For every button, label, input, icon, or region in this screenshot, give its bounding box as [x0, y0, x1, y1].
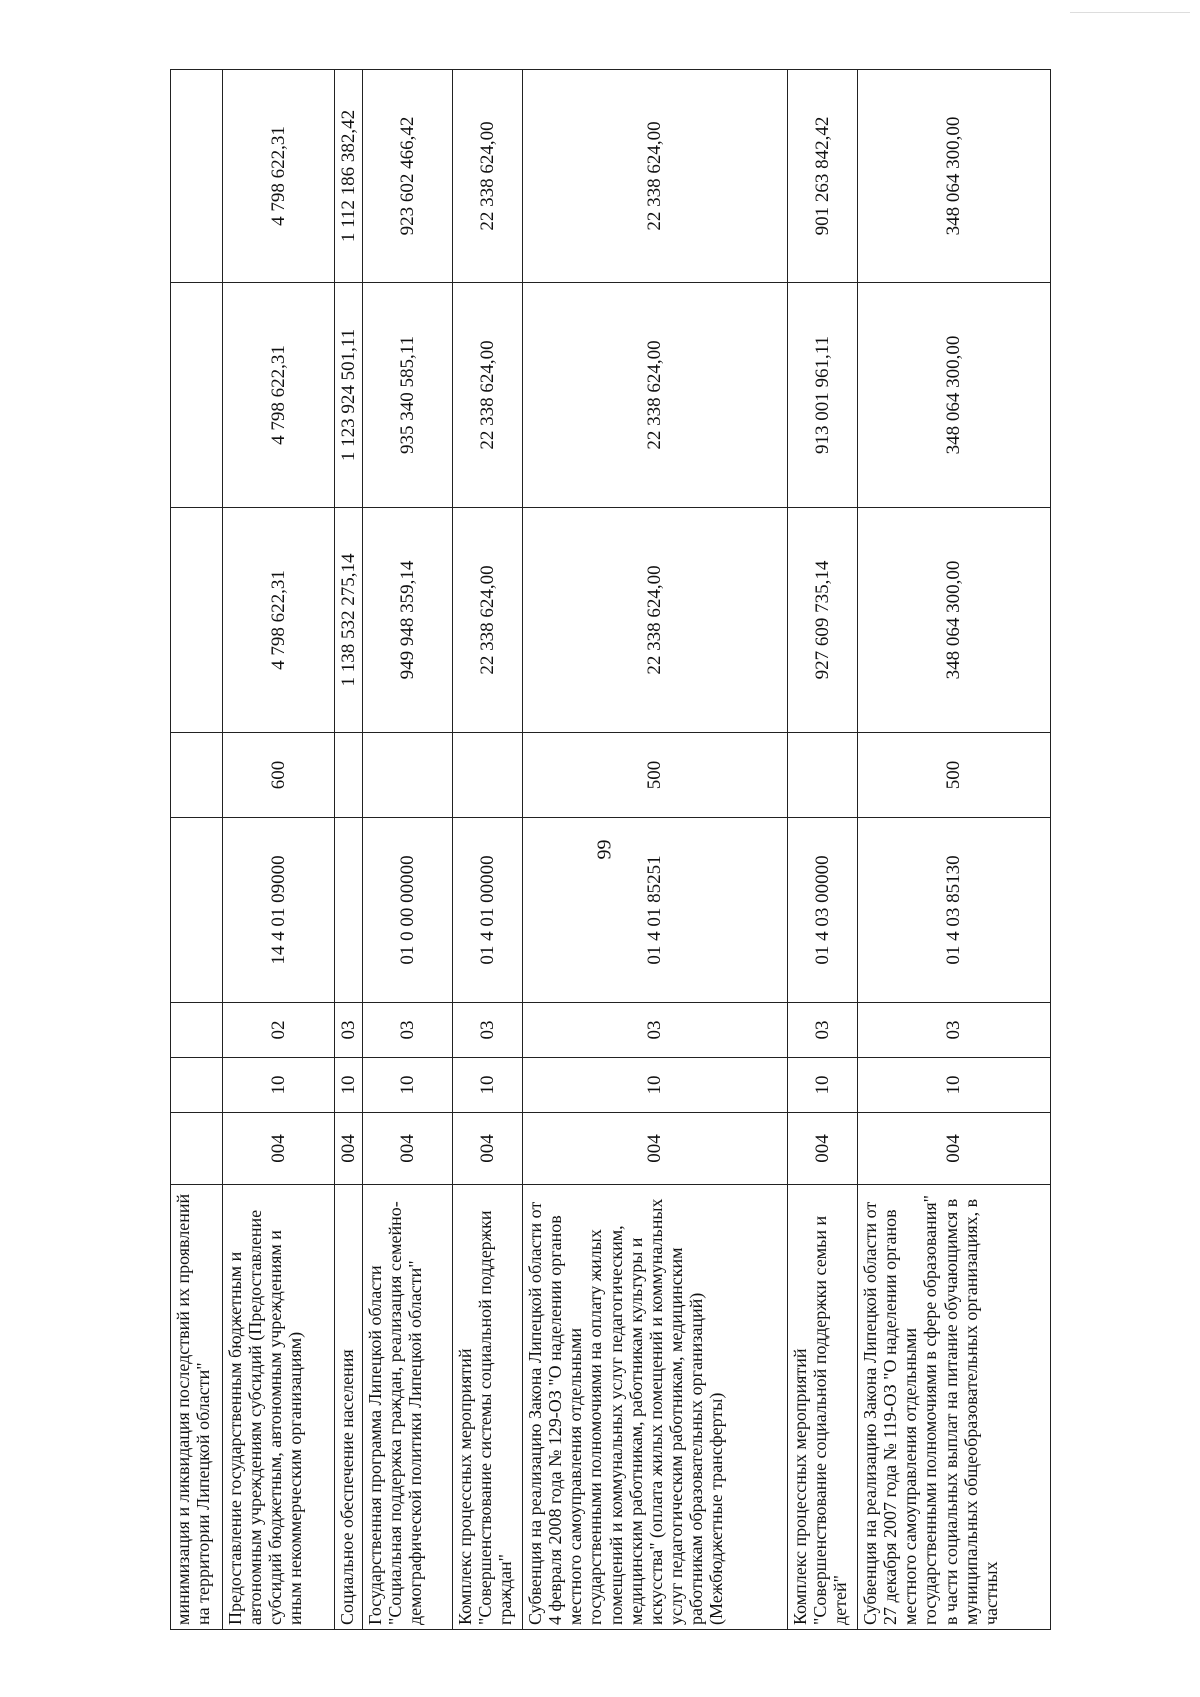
expense-type-code: 600: [223, 733, 335, 818]
sum-year-3: 923 602 466,42: [363, 70, 453, 283]
row-name: минимизация и ликвидация последствий их проявлений на территории Липецкой области": [171, 1185, 223, 1630]
subsection-code: 02: [223, 1003, 335, 1058]
sum-year-2: 913 001 961,11: [788, 283, 858, 508]
sum-year-1: [171, 508, 223, 733]
sum-year-2: 4 798 622,31: [223, 283, 335, 508]
target-code: [335, 818, 363, 1003]
subsection-code: 03: [788, 1003, 858, 1058]
section-code: 10: [523, 1058, 788, 1113]
target-code: 01 4 01 85251: [523, 818, 788, 1003]
subsection-code: 03: [858, 1003, 1051, 1058]
sum-year-2: 22 338 624,00: [453, 283, 523, 508]
sum-year-1: 1 138 532 275,14: [335, 508, 363, 733]
target-code: 14 4 01 09000: [223, 818, 335, 1003]
sum-year-2: [171, 283, 223, 508]
row-name: Социальное обеспечение населения: [335, 1185, 363, 1630]
sum-year-1: 22 338 624,00: [453, 508, 523, 733]
admin-code: 004: [363, 1113, 453, 1185]
table-row: [523, 70, 788, 1630]
row-name: Комплекс процессных мероприятий "Совершенствование системы социальной поддержки граждан": [453, 1185, 523, 1630]
row-name: Субвенция на реализацию Закона Липецкой области от 4 февраля 2008 года № 129-ОЗ "О наделении органов местного самоуправления отдельными государственными полномочиями на оплату жилых помещений и коммунальных услуг педагогическим, медицинским работникам, работникам культуры и искусства" (оплата жилых помещений и коммунальных услуг педагогическим работникам, медицинским работникам образовательных организаций) (Межбюджетные трансферты): [523, 1185, 788, 1630]
sum-year-3: 348 064 300,00: [858, 70, 1051, 283]
scan-artifact-line: [1070, 12, 1190, 13]
sum-year-1: 22 338 624,00: [523, 508, 788, 733]
sum-year-3: 22 338 624,00: [453, 70, 523, 283]
row-name: Комплекс процессных мероприятий "Совершенствование социальной поддержки семьи и детей": [788, 1185, 858, 1630]
table-row: [788, 70, 858, 1630]
sum-year-3: 901 263 842,42: [788, 70, 858, 283]
table-row: [223, 70, 335, 1630]
subsection-code: 03: [523, 1003, 788, 1058]
expense-type-code: [788, 733, 858, 818]
target-code: [171, 818, 223, 1003]
admin-code: 004: [788, 1113, 858, 1185]
row-name: Субвенция на реализацию Закона Липецкой области от 27 декабря 2007 года № 119-ОЗ "О наделении органов местного самоуправления отдельными государственными полномочиями в сфере образования" в части социальных выплат на питание обучающимся в муниципальных общеобразовательных организациях, в частных: [858, 1185, 1051, 1630]
admin-code: 004: [223, 1113, 335, 1185]
sum-year-3: 4 798 622,31: [223, 70, 335, 283]
table-row: [453, 70, 523, 1630]
table-row: [171, 70, 223, 1630]
sum-year-3: 1 112 186 382,42: [335, 70, 363, 283]
sum-year-2: 935 340 585,11: [363, 283, 453, 508]
sum-year-1: 949 948 359,14: [363, 508, 453, 733]
section-code: 10: [223, 1058, 335, 1113]
target-code: 01 4 03 00000: [788, 818, 858, 1003]
section-code: 10: [335, 1058, 363, 1113]
sum-year-2: 1 123 924 501,11: [335, 283, 363, 508]
target-code: 01 0 00 00000: [363, 818, 453, 1003]
admin-code: 004: [453, 1113, 523, 1185]
sum-year-1: 4 798 622,31: [223, 508, 335, 733]
subsection-code: 03: [335, 1003, 363, 1058]
expense-type-code: [171, 733, 223, 818]
expense-type-code: [453, 733, 523, 818]
table-row: [335, 70, 363, 1630]
subsection-code: [171, 1003, 223, 1058]
section-code: 10: [453, 1058, 523, 1113]
admin-code: 004: [335, 1113, 363, 1185]
sum-year-3: [171, 70, 223, 283]
expense-type-code: 500: [523, 733, 788, 818]
section-code: 10: [788, 1058, 858, 1113]
section-code: 10: [858, 1058, 1051, 1113]
admin-code: 004: [523, 1113, 788, 1185]
sum-year-2: 348 064 300,00: [858, 283, 1051, 508]
admin-code: [171, 1113, 223, 1185]
expense-type-code: 500: [858, 733, 1051, 818]
table-row: [858, 70, 1051, 1630]
sum-year-2: 22 338 624,00: [523, 283, 788, 508]
rotated-table-wrapper: [170, 70, 1050, 1630]
admin-code: 004: [858, 1113, 1051, 1185]
section-code: [171, 1058, 223, 1113]
expense-type-code: [363, 733, 453, 818]
subsection-code: 03: [363, 1003, 453, 1058]
budget-table: [170, 69, 1051, 1630]
expense-type-code: [335, 733, 363, 818]
sum-year-3: 22 338 624,00: [523, 70, 788, 283]
section-code: 10: [363, 1058, 453, 1113]
sum-year-1: 348 064 300,00: [858, 508, 1051, 733]
target-code: 01 4 03 85130: [858, 818, 1051, 1003]
table-row: [363, 70, 453, 1630]
subsection-code: 03: [453, 1003, 523, 1058]
target-code: 01 4 01 00000: [453, 818, 523, 1003]
sum-year-1: 927 609 735,14: [788, 508, 858, 733]
row-name: Предоставление государственным бюджетным и автономным учреждениям субсидий (Предоставление субсидий бюджетным, автономным учреждениям и иным некоммерческим организациям): [223, 1185, 335, 1630]
row-name: Государственная программа Липецкой области "Социальная поддержка граждан, реализация семейно-демографической политики Липецкой области": [363, 1185, 453, 1630]
page-number: 99: [593, 839, 616, 860]
